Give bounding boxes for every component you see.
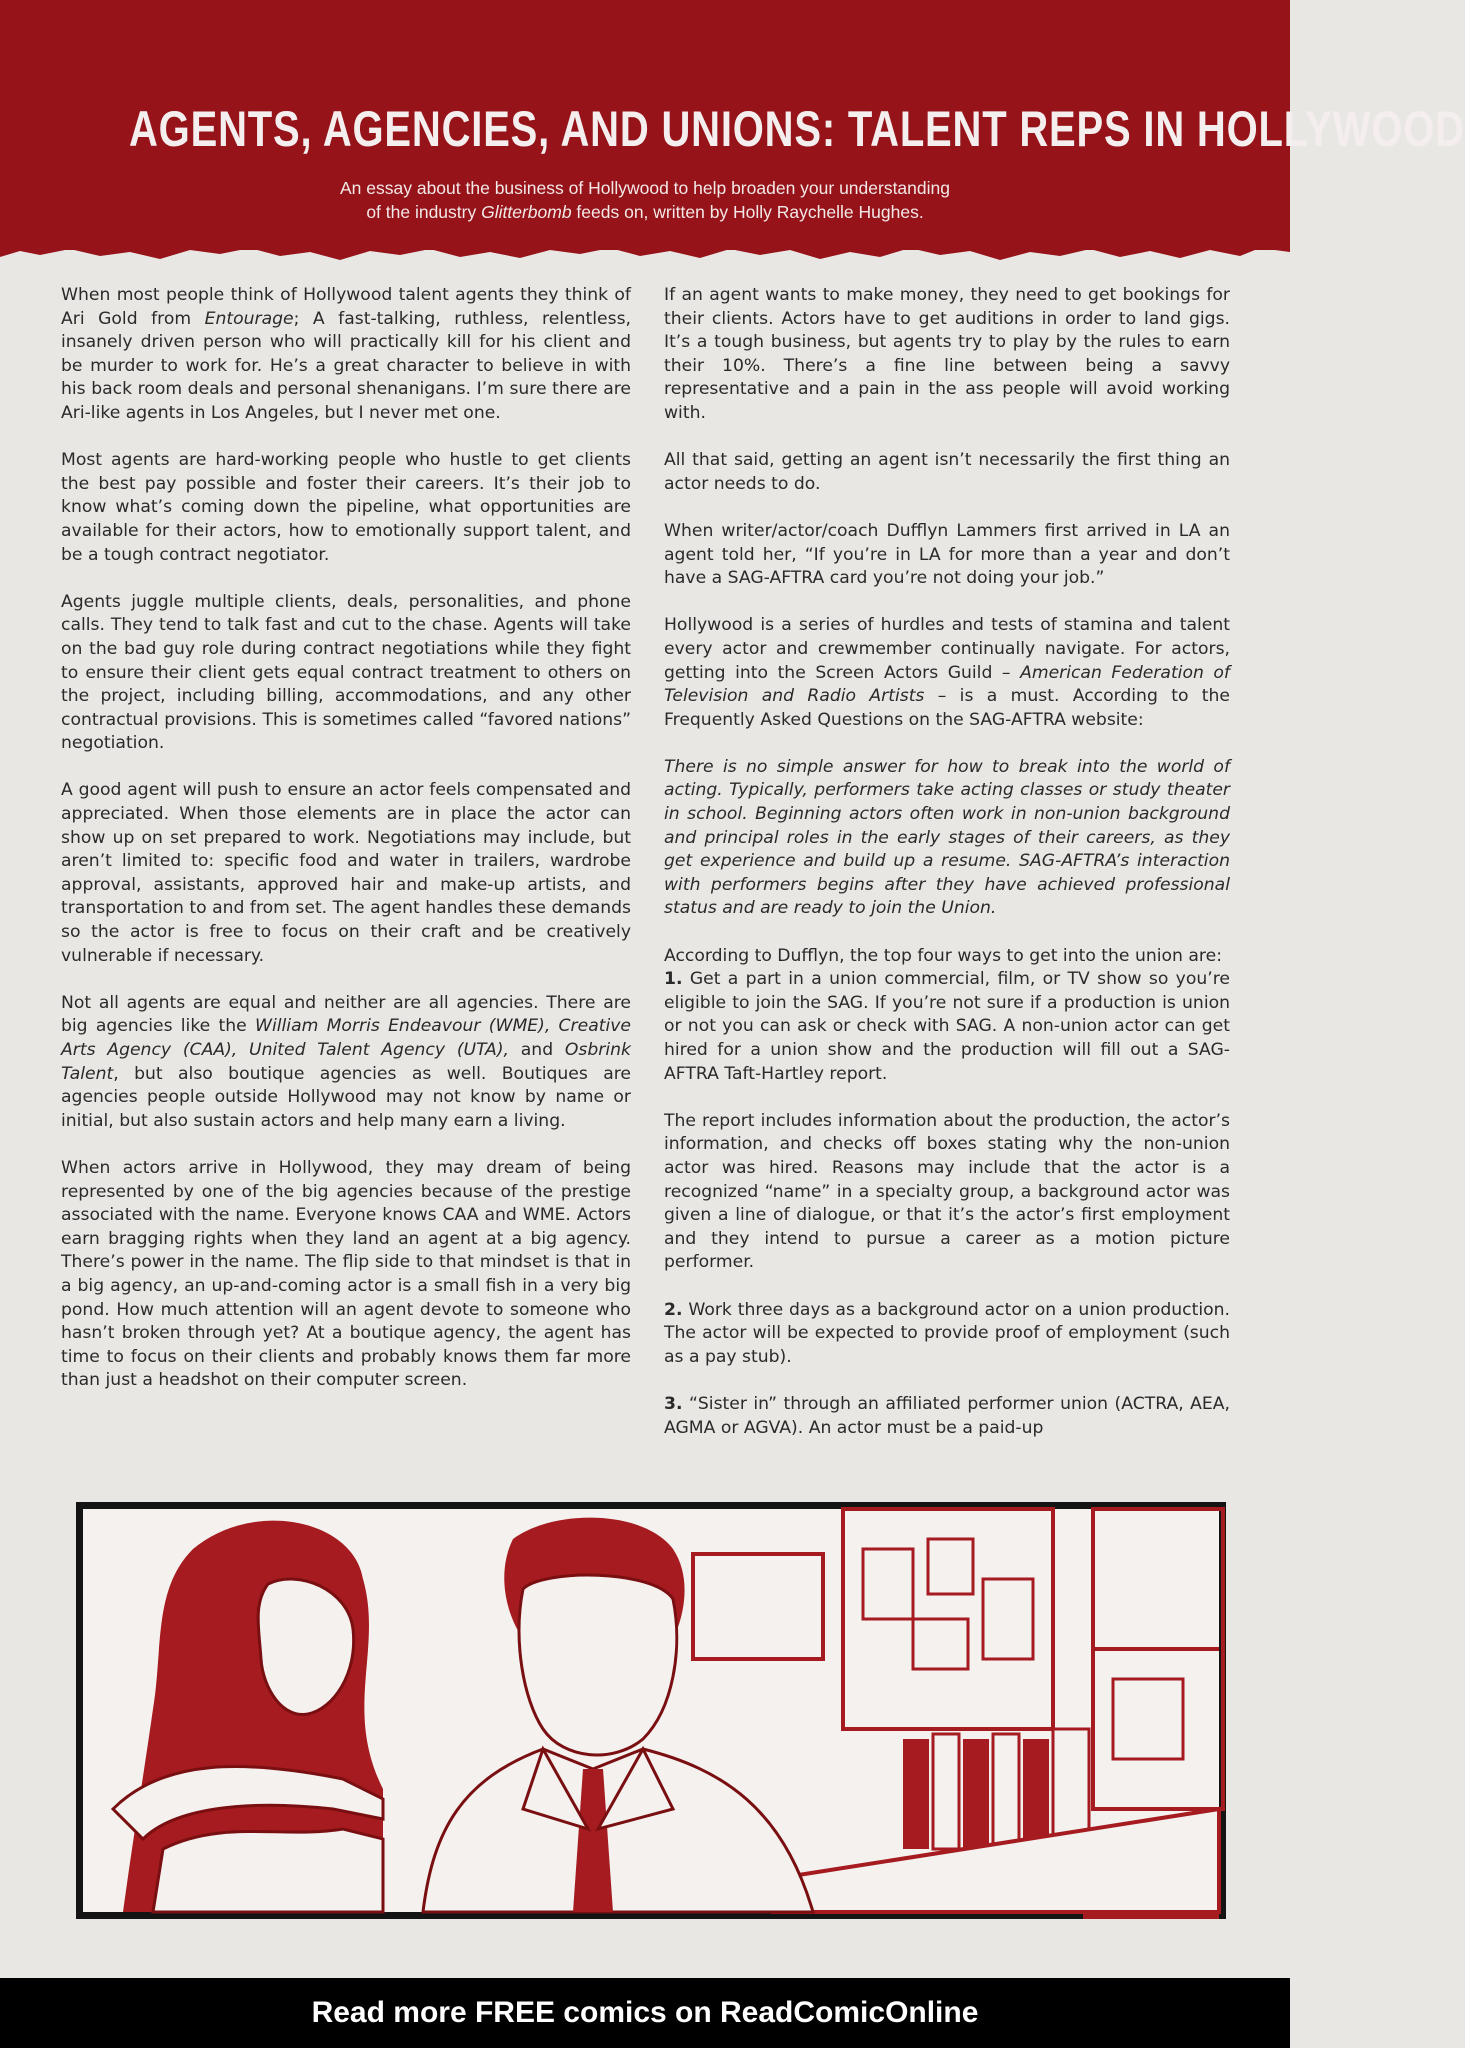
page-title: AGENTS, AGENCIES, AND UNIONS: TALENT REPS IN HOLLYWOOD (129, 101, 1465, 157)
woman-figure (113, 1521, 383, 1912)
footer-banner[interactable]: Read more FREE comics on ReadComicOnline (0, 1978, 1290, 2048)
text: Not all agents are equal and neither are all agencies. There are big agencies like the (61, 992, 631, 1037)
text: “Sister in” through an affiliated performer union (ACTRA, AEA, AGMA or AGVA). An actor must be a paid-up (664, 1393, 1230, 1438)
italic-text: William Morris Endeavour (WME), Creative Arts Agency (CAA), United Talent Agency (UTA), (61, 1016, 631, 1060)
italic-text: Entourage (204, 308, 294, 329)
list-number: 1. (664, 969, 683, 990)
comic-illustration (83, 1509, 1219, 1912)
paragraph (61, 992, 631, 1134)
italic-text: Osbrink Talent (61, 1040, 631, 1084)
list-item (664, 1299, 1230, 1370)
list-number: 2. (664, 1299, 683, 1320)
list-item (664, 968, 1230, 1086)
text: and (508, 1040, 565, 1060)
text: Work three days as a background actor on a union production. The actor will be expected to provide proof of employment (such as a pay stub). (664, 1299, 1230, 1367)
text: According to Dufflyn, the top four ways to get into the union are: (664, 945, 1222, 966)
man-figure (423, 1518, 813, 1912)
paragraph: The report includes information about the production, the actor’s information, and checks off boxes stating why the non-union actor was hired. Reasons may include that the actor is a recognized “name” in a specialty group, a background actor was given a line of dialogue, or that it’s the actor’s first employment and they intend to pursue a career as a motion picture performer. (664, 1110, 1230, 1273)
torn-paper-edge (0, 236, 1290, 270)
paragraph: Most agents are hard-working people who hustle to get clients the best pay possible and foster their careers. It’s their job to know what’s coming down the pipeline, what opportunities are available for their actors, how to emotionally support talent, and be a tough contract negotiator. (61, 450, 631, 565)
comic-illustration-panel (76, 1502, 1226, 1919)
text: , but also boutique agencies as well. Boutiques are agencies people outside Hollywood may not know by name or initial, but also sustain actors and help many earn a living. (61, 1063, 631, 1131)
text: Hollywood is a series of hurdles and tests of stamina and talent every actor and crewmember continually navigate. For actors, getting into the Screen Actors Guild – (664, 615, 1230, 683)
paragraph (664, 614, 1230, 732)
text: – is a must. According to the Frequently Asked Questions on the SAG-AFTRA website: (664, 686, 1230, 730)
text: Get a part in a union commercial, film, or TV show so you’re eligible to join the SAG. If you’re not sure if a production is union or not you can ask or check with SAG. A non-union actor can get hired for a union show and the production will fill out a SAG-AFTRA Taft-Hartley report. (664, 969, 1230, 1084)
text: ; A fast-talking, ruthless, relentless, insanely driven person who will practically kill for his client and be murder to work for. He’s a great character to believe in with his back room deals and personal shenanigans. I’m sure there are Ari-like agents in Los Angeles, but I never met one. (61, 308, 631, 423)
text: When most people think of Hollywood talent agents they think of Ari Gold from (61, 285, 631, 329)
subtitle-line-2a: of the industry (366, 202, 482, 222)
italic-text: American Federation of Television and Radio Artists (664, 662, 1230, 707)
paragraph: Agents juggle multiple clients, deals, personalities, and phone calls. They tend to talk fast and cut to the chase. Agents will take on the bad guy role during contract negotiations while they fight to ensure their client gets equal contract treatment to others on the project, including billing, accommodations, and any other contractual provisions. This is sometimes called “favored nations” negotiation. (61, 591, 631, 754)
subtitle-line-2b: feeds on, written by Holly Raychelle Hughes. (571, 202, 924, 222)
block-quote (664, 756, 1230, 921)
paragraph: A good agent will push to ensure an actor feels compensated and appreciated. When those elements are in place the actor can show up on set prepared to work. Negotiations may include, but aren’t limited to: specific food and water in trailers, wardrobe approval, assistants, approved hair and make-up artists, and transportation to and from set. The agent handles these demands so the actor is free to focus on their craft and be creatively vulnerable if necessary. (61, 780, 631, 966)
right-column (664, 284, 1230, 1464)
paragraph: When actors arrive in Hollywood, they may dream of being represented by one of the big agencies because of the prestige associated with the name. Everyone knows CAA and WME. Actors earn bragging rights when they land an agent at a big agency. There’s power in the name. The flip side to that mindset is that in a big agency, an up-and-coming actor is a small fish in a very big pond. How much attention will an agent devote to someone who hasn’t broken through yet? At a boutique agency, the agent has time to focus on their clients and probably knows them far more than just a headshot on their computer screen. (61, 1157, 631, 1391)
left-column (61, 284, 631, 1417)
paragraph (61, 284, 631, 426)
list-number: 3. (664, 1393, 683, 1414)
list-item (664, 1393, 1230, 1440)
page-subtitle (245, 176, 1045, 224)
subtitle-line-1: An essay about the business of Hollywood to help broaden your understanding (340, 178, 950, 198)
paragraph: When writer/actor/coach Dufflyn Lammers first arrived in LA an agent told her, “If you’re in LA for more than a year and don’t have a SAG-AFTRA card you’re not doing your job.” (664, 520, 1230, 589)
italic-text: There is no simple answer for how to break into the world of acting. Typically, performers take acting classes or study theater in school. Beginning actors often work in non-union background and principal roles in the early stages of their careers, as they get experience and build up a resume. SAG-AFTRA’s interaction with performers begins after they have achieved professional status and are ready to join the Union. (664, 756, 1230, 919)
paragraph: All that said, getting an agent isn’t necessarily the first thing an actor needs to do. (664, 450, 1230, 494)
paragraph (664, 945, 1230, 969)
subtitle-comic-title: Glitterbomb (481, 202, 572, 222)
paragraph: If an agent wants to make money, they need to get bookings for their clients. Actors have to get auditions in order to land gigs. It’s a tough business, but agents try to play by the rules to earn their 10%. There’s a fine line between being a savvy representative and a pain in the ass people will avoid working with. (664, 285, 1230, 423)
